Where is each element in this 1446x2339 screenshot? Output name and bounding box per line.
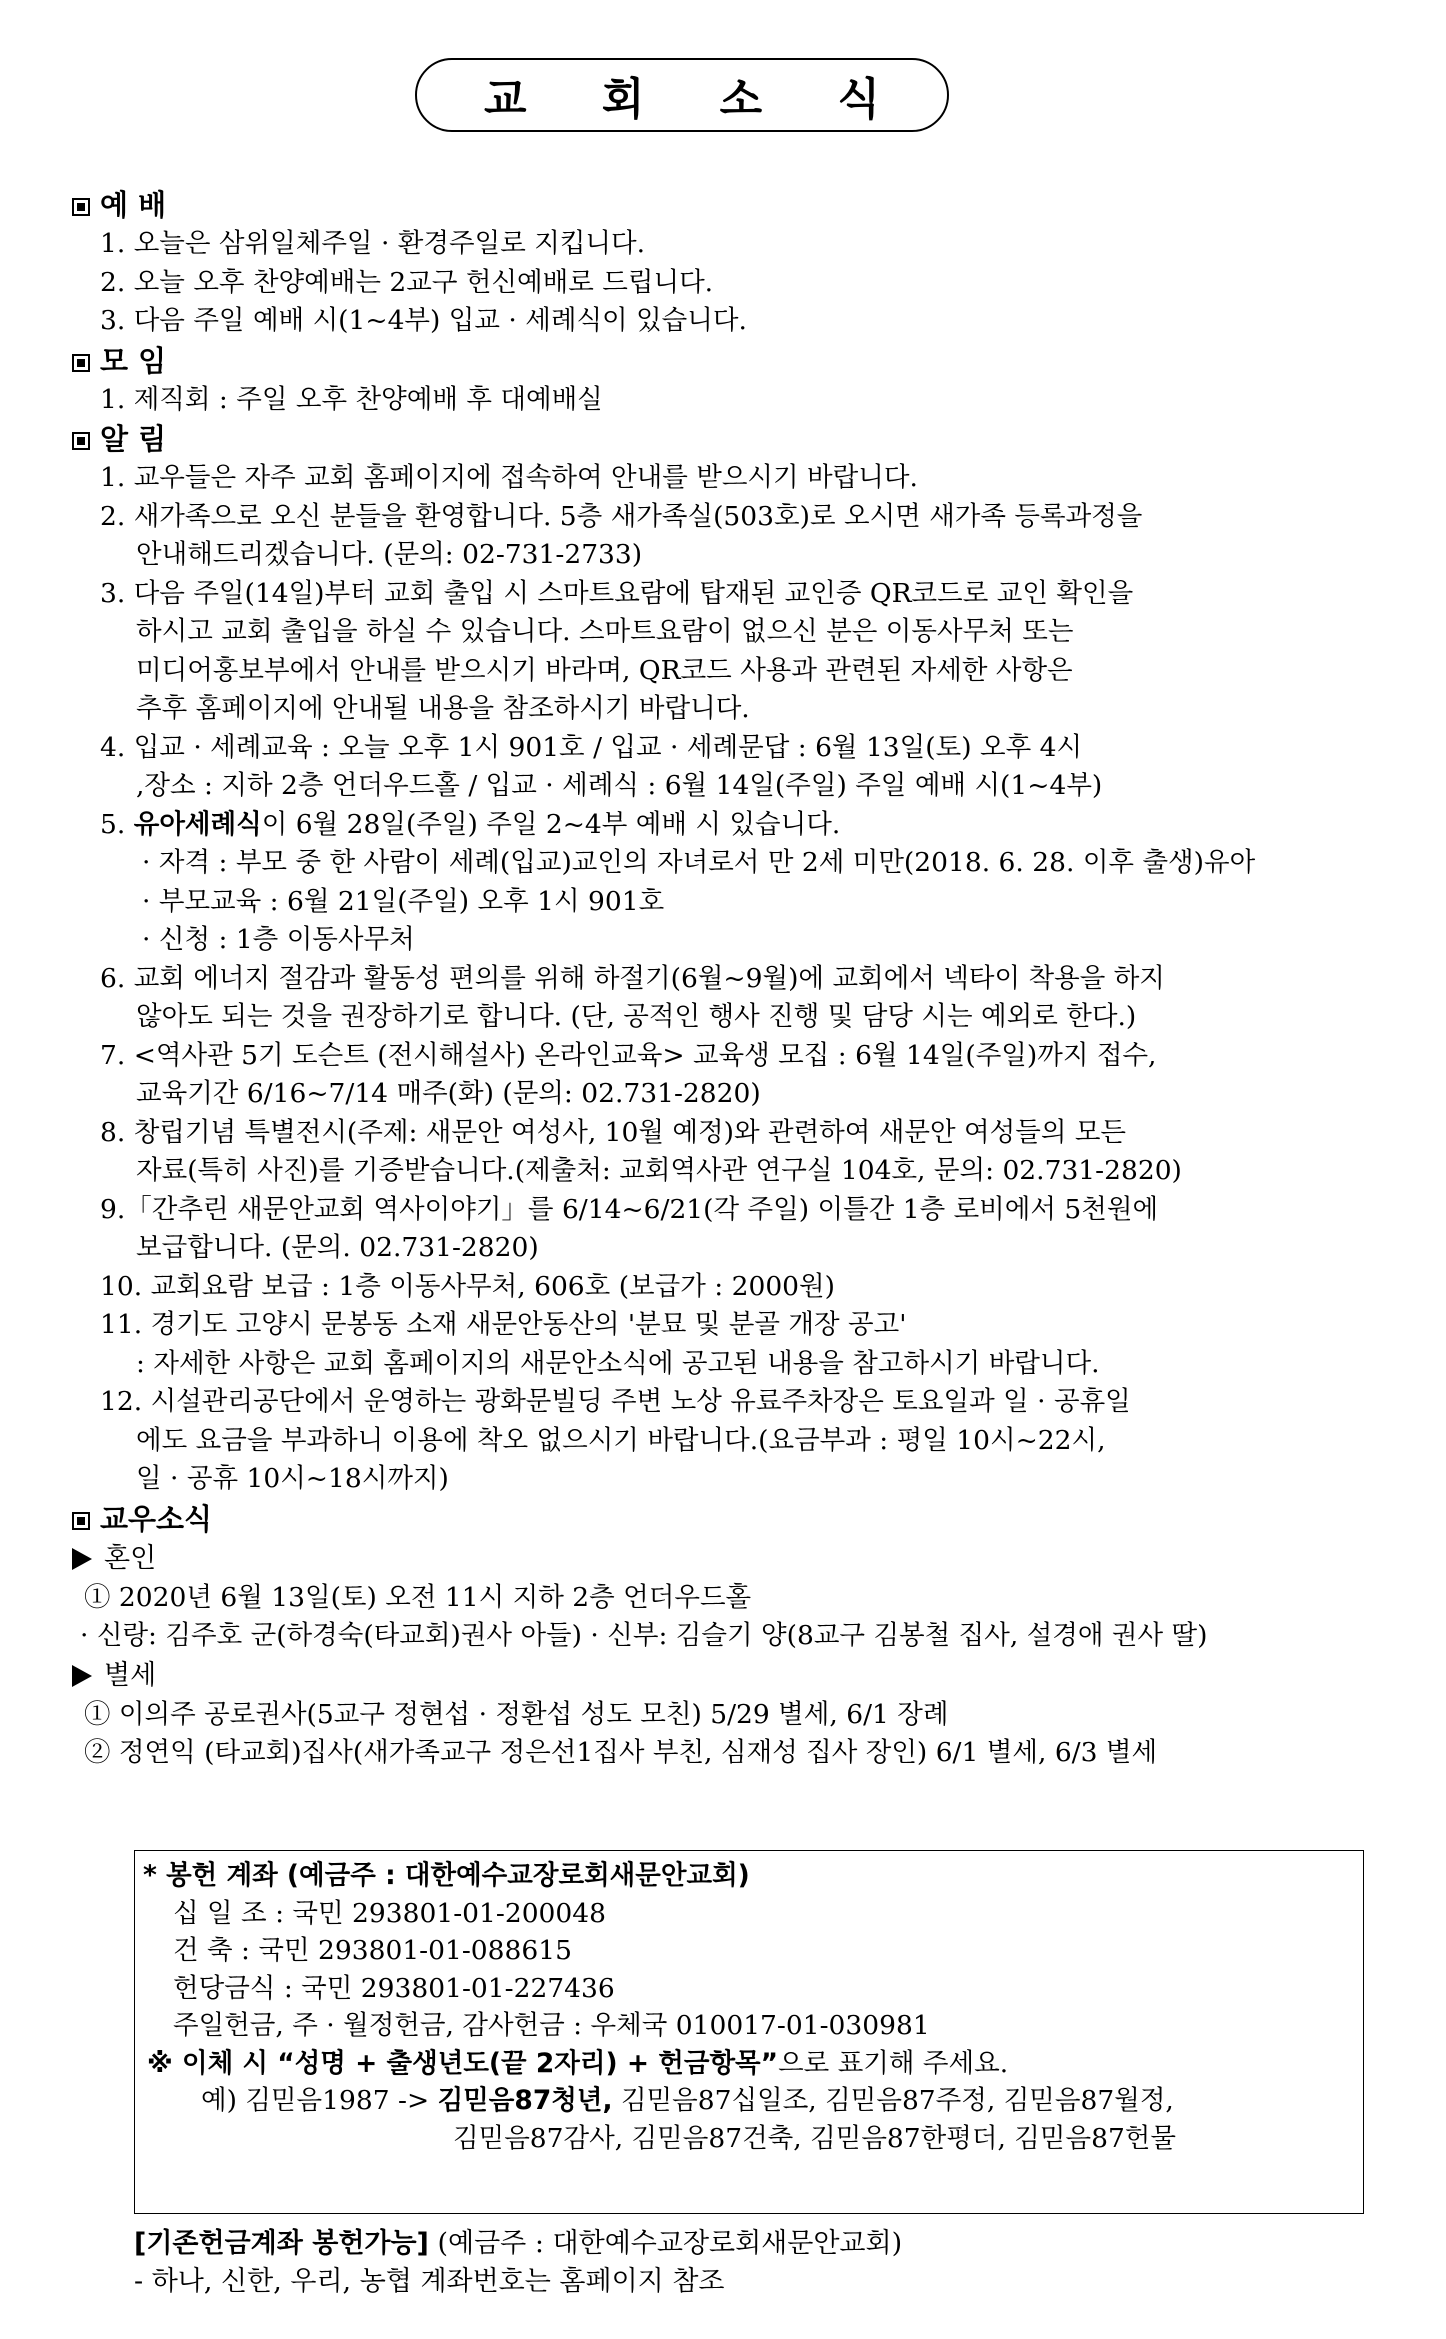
notice-line: : 자세한 사항은 교회 홈페이지의 새문안소식에 공고된 내용을 참고하시기 바랍니다. [136, 1347, 1100, 1379]
section-meeting-heading: 모 임 [72, 341, 1370, 381]
wedding-heading: 혼인 [72, 1539, 1370, 1579]
wedding-item: · 신랑: 김주호 군(하경숙(타교회)권사 아들) · 신부: 김슬기 양(8교구 김봉철 집사, 설경애 권사 딸) [80, 1620, 1208, 1651]
triangle-bullet-icon [72, 1548, 92, 1570]
transfer-note: ※ 이체 시 “성명 + 출생년도(끝 2자리) + 헌금항목”으로 표기해 주세요. [147, 2047, 1009, 2079]
account-sunday: 주일헌금, 주 · 월정헌금, 감사헌금 : 우체국 010017-01-030981 [173, 2010, 930, 2041]
notice-line: · 부모교육 : 6월 21일(주일) 오후 1시 901호 [142, 885, 665, 917]
wedding-item: ① 2020년 6월 13일(토) 오전 11시 지하 2층 언더우드홀 [84, 1581, 752, 1613]
notice-line: 4. 입교 · 세례교육 : 오늘 오후 1시 901호 / 입교 · 세례문답 : 6월 13일(토) 오후 4시 [100, 731, 1083, 763]
section-worship-heading: 예 배 [72, 185, 1370, 225]
worship-item: 2. 오늘 오후 찬양예배는 2교구 헌신예배로 드립니다. [100, 266, 714, 298]
notice-line: 11. 경기도 고양시 문봉동 소재 새문안동산의 '분묘 및 분골 개장 공고' [100, 1309, 907, 1340]
transfer-example: 예) 김믿음1987 -> 김믿음87청년, 김믿음87십일조, 김믿음87주정, 김믿음87월정, [201, 2085, 1174, 2116]
notice-line: 2. 새가족으로 오신 분들을 환영합니다. 5층 새가족실(503호)로 오시면 새가족 등록과정을 [100, 500, 1143, 532]
meeting-item: 1. 제직회 : 주일 오후 찬양예배 후 대예배실 [100, 383, 603, 415]
notice-line: 보급합니다. (문의. 02.731-2820) [136, 1232, 539, 1263]
footer-note [134, 2225, 1364, 2301]
section-notice-heading: 알 림 [72, 419, 1370, 459]
notice-line: 5. 유아세례식이 6월 28일(주일) 주일 2~4부 예배 시 있습니다. [100, 808, 841, 840]
triangle-bullet-icon [72, 1665, 92, 1687]
notice-line: · 신청 : 1층 이동사무처 [142, 924, 415, 955]
notice-line: 1. 교우들은 자주 교회 홈페이지에 접속하여 안내를 받으시기 바랍니다. [100, 462, 918, 493]
notice-line: 하시고 교회 출입을 하실 수 있습니다. 스마트요람이 없으신 분은 이동사무처 또는 [136, 616, 1074, 647]
passing-item: ② 정연익 (타교회)집사(새가족교구 정은선1집사 부친, 심재성 집사 장인) 6/1 별세, 6/3 별세 [84, 1737, 1158, 1768]
notice-line: 8. 창립기념 특별전시(주제: 새문안 여성사, 10월 예정)와 관련하여 새문안 여성들의 모든 [100, 1116, 1127, 1148]
notice-line: 10. 교회요람 보급 : 1층 이동사무처, 606호 (보급가 : 2000원) [100, 1270, 835, 1302]
square-bullet-icon [72, 1512, 90, 1530]
worship-item: 1. 오늘은 삼위일체주일 · 환경주일로 지킵니다. [100, 228, 646, 259]
worship-item: 3. 다음 주일 예배 시(1~4부) 입교 · 세례식이 있습니다. [100, 305, 747, 336]
transfer-example: 김믿음87감사, 김믿음87건축, 김믿음87한평더, 김믿음87헌물 [453, 2122, 1177, 2154]
notice-line: 미디어홍보부에서 안내를 받으시기 바라며, QR코드 사용과 관련된 자세한 사항은 [136, 654, 1073, 686]
passing-item: ① 이의주 공로권사(5교구 정현섭 · 정환섭 성도 모친) 5/29 별세, 6/1 장례 [84, 1698, 949, 1730]
account-dedication: 헌당금식 : 국민 293801-01-227436 [173, 1972, 615, 2004]
notice-line: 교육기간 6/16~7/14 매주(화) (문의: 02.731-2820) [136, 1078, 761, 1109]
passing-heading: 별세 [72, 1656, 1370, 1696]
notice-line: 9.「간추린 새문안교회 역사이야기」를 6/14~6/21(각 주일) 이틀간 1층 로비에서 5천원에 [100, 1193, 1159, 1225]
notice-line: 6. 교회 에너지 절감과 활동성 편의를 위해 하절기(6월~9월)에 교회에서 넥타이 착용을 하지 [100, 962, 1165, 994]
notice-line: 7. <역사관 5기 도슨트 (전시해설사) 온라인교육> 교육생 모집 : 6월 14일(주일)까지 접수, [100, 1039, 1157, 1071]
notice-line: 추후 홈페이지에 안내될 내용을 참조하시기 바랍니다. [136, 693, 750, 724]
notice-line: 에도 요금을 부과하니 이용에 착오 없으시기 바랍니다.(요금부과 : 평일 10시~22시, [136, 1424, 1106, 1456]
account-tithe: 십 일 조 : 국민 293801-01-200048 [173, 1897, 606, 1929]
square-bullet-icon [72, 432, 90, 450]
page-title: 교 회 소 식 [415, 58, 949, 132]
account-building: 건 축 : 국민 293801-01-088615 [173, 1935, 572, 1966]
notice-line: 자료(특히 사진)를 기증받습니다.(제출처: 교회역사관 연구실 104호, 문의: 02.731-2820) [136, 1155, 1182, 1186]
legacy-account-note: [기존헌금계좌 봉헌가능] (예금주 : 대한예수교장로회새문안교회) [134, 2228, 903, 2259]
bulletin-content [70, 185, 1370, 1773]
square-bullet-icon [72, 354, 90, 372]
offering-account-box [134, 1850, 1364, 2214]
notice-line: 12. 시설관리공단에서 운영하는 광화문빌딩 주변 노상 유료주차장은 토요일과 일 · 공휴일 [100, 1386, 1131, 1417]
notice-line: · 자격 : 부모 중 한 사람이 세례(입교)교인의 자녀로서 만 2세 미만(2018. 6. 28. 이후 출생)유아 [142, 847, 1256, 878]
square-bullet-icon [72, 198, 90, 216]
notice-line: 일 · 공휴 10시~18시까지) [136, 1463, 449, 1494]
infant-baptism-label: 유아세례식 [133, 808, 262, 840]
notice-line: 안내해드리겠습니다. (문의: 02-731-2733) [136, 539, 643, 570]
notice-line: 않아도 되는 것을 권장하기로 합니다. (단, 공적인 행사 진행 및 담당 시는 예외로 한다.) [136, 1001, 1137, 1032]
offering-heading: * 봉헌 계좌 (예금주 : 대한예수교장로회새문안교회) [143, 1860, 750, 1891]
notice-line: ,장소 : 지하 2층 언더우드홀 / 입교 · 세례식 : 6월 14일(주일) 주일 예배 시(1~4부) [136, 770, 1103, 801]
legacy-account-banks: - 하나, 신한, 우리, 농협 계좌번호는 홈페이지 참조 [134, 2266, 725, 2297]
section-members-heading: 교우소식 [72, 1499, 1370, 1539]
notice-line: 3. 다음 주일(14일)부터 교회 출입 시 스마트요람에 탑재된 교인증 QR코드로 교인 확인을 [100, 577, 1134, 609]
